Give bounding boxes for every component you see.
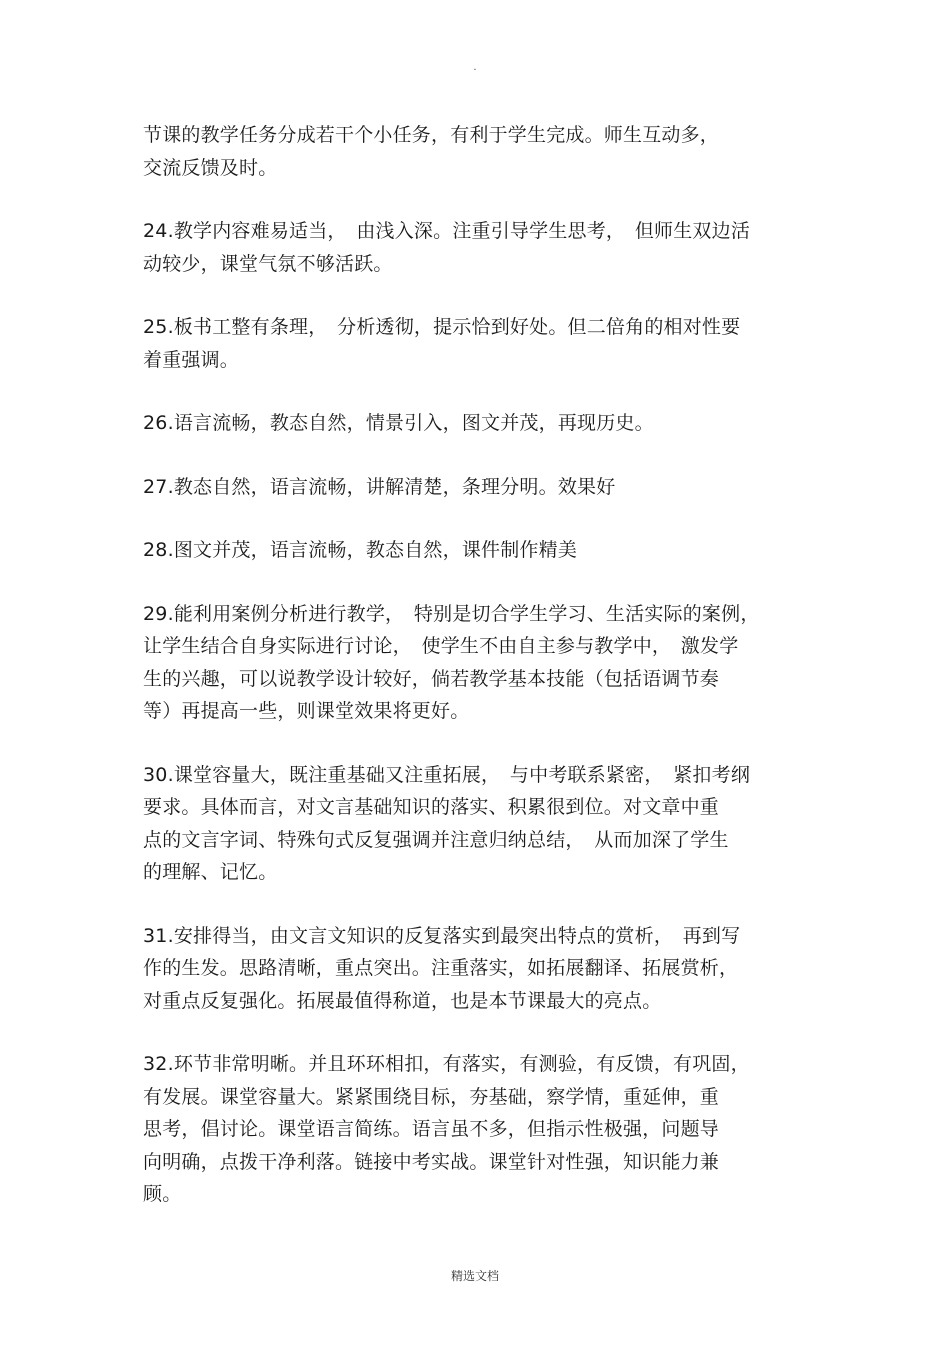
paragraph-line: 32.环节非常明晰。并且环环相扣，有落实，有测验，有反馈，有巩固， — [143, 1053, 750, 1075]
paragraph-line: 24.教学内容难易适当， 由浅入深。注重引导学生思考， 但师生双边活 — [143, 220, 751, 242]
paragraph-line: 生的兴趣，可以说教学设计较好，倘若教学基本技能（包括语调节奏 — [143, 667, 720, 690]
paragraph-gap — [143, 1017, 808, 1048]
paragraph-line: 动较少，课堂气氛不够活跃。 — [143, 252, 393, 275]
paragraph-gap — [143, 503, 808, 534]
paragraph-line: 思考，倡讨论。课堂语言简练。语言虽不多，但指示性极强，问题导 — [143, 1118, 720, 1140]
footer-label: 精选文档 — [450, 1269, 499, 1283]
paragraph-line: 作的生发。思路清晰，重点突出。注重落实，如拓展翻译、拓展赏析， — [143, 957, 739, 979]
paragraph-gap — [143, 280, 808, 311]
paragraph-line: 25.板书工整有条理， 分析透彻，提示恰到好处。但二倍角的相对性要 — [143, 316, 741, 338]
paragraph-line: 29.能利用案例分析进行教学， 特别是切合学生学习、生活实际的案例， — [143, 602, 760, 625]
paragraph — [143, 119, 808, 184]
paragraph-line: 节课的教学任务分成若干个小任务，有利于学生完成。师生互动多， — [143, 124, 720, 146]
paragraph-line: 对重点反复强化。拓展最值得称道，也是本节课最大的亮点。 — [143, 989, 662, 1012]
paragraph — [143, 598, 808, 728]
paragraph-line: 31.安排得当，由文言文知识的反复落实到最突出特点的赏析， 再到写 — [143, 924, 741, 947]
paragraph-line: 27.教态自然，语言流畅，讲解清楚，条理分明。效果好 — [143, 475, 616, 498]
paragraph-gap — [143, 728, 808, 759]
paragraph — [143, 311, 808, 376]
paragraph-gap — [143, 567, 808, 598]
paragraph-line: 让学生结合自身实际进行讨论， 使学生不由自主参与教学中， 激发学 — [143, 635, 739, 657]
paragraph — [143, 471, 808, 504]
paragraph-line: 的理解、记忆。 — [143, 861, 278, 883]
paragraph-gap — [143, 889, 808, 920]
paragraph — [143, 534, 808, 567]
header-dot: . — [473, 62, 477, 73]
paragraph — [143, 1048, 808, 1211]
document-body — [143, 119, 808, 1211]
paragraph-line: 有发展。课堂容量大。紧紧围绕目标，夯基础，察学情，重延伸，重 — [143, 1085, 720, 1108]
paragraph-gap — [143, 184, 808, 215]
paragraph-line: 交流反馈及时。 — [143, 156, 278, 179]
paragraph-gap — [143, 376, 808, 407]
paragraph-line: 点的文言字词、特殊句式反复强调并注意归纳总结， 从而加深了学生 — [143, 828, 729, 851]
paragraph — [143, 759, 808, 889]
paragraph-line: 等）再提高一些，则课堂效果将更好。 — [143, 700, 470, 722]
paragraph-line: 向明确，点拨干净利落。链接中考实战。课堂针对性强，知识能力兼 — [143, 1150, 720, 1173]
paragraph-line: 26.语言流畅，教态自然，情景引入，图文并茂，再现历史。 — [143, 412, 654, 434]
paragraph-gap — [143, 440, 808, 471]
paragraph-line: 着重强调。 — [143, 348, 240, 371]
paragraph-line: 要求。具体而言，对文言基础知识的落实、积累很到位。对文章中重 — [143, 796, 720, 818]
paragraph-line: 顾。 — [143, 1183, 182, 1205]
paragraph — [143, 215, 808, 280]
paragraph-line: 30.课堂容量大，既注重基础又注重拓展， 与中考联系紧密， 紧扣考纲 — [143, 763, 751, 786]
paragraph — [143, 920, 808, 1018]
paragraph-line: 28.图文并茂，语言流畅，教态自然，课件制作精美 — [143, 539, 578, 561]
paragraph — [143, 407, 808, 440]
